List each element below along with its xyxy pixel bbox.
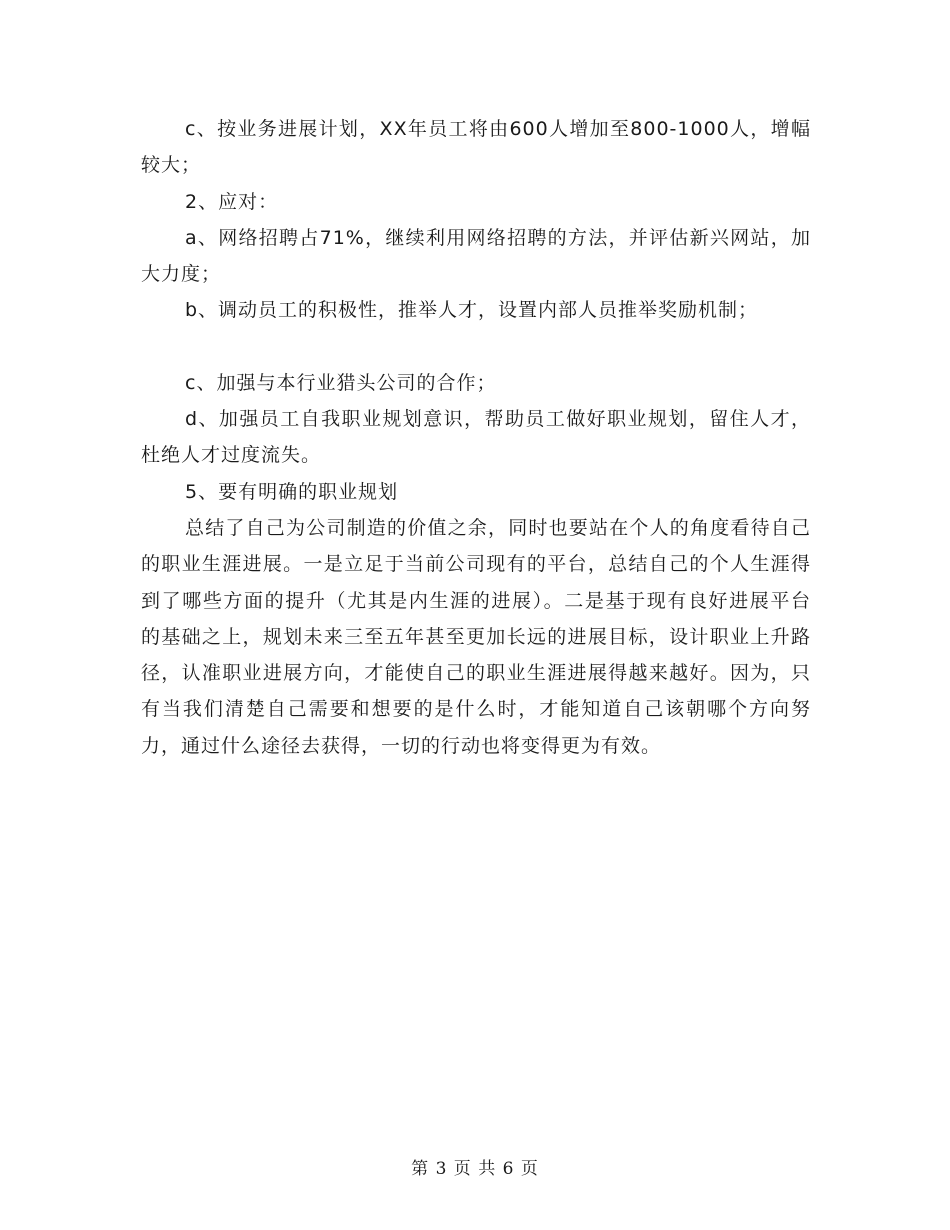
body-text xyxy=(141,111,811,764)
paragraph-headhunter: c、加强与本行业猎头公司的合作； xyxy=(185,371,497,394)
paragraph-career-plan-body: 总结了自己为公司制造的价值之余，同时也要站在个人的角度看待自己的职业生涯进展。一是立足于当前公司现有的平台，总结自己的个人生涯得到了哪些方面的提升（尤其是内生涯的进展）。二是基于现有良好进展平台的基础之上，规划未来三至五年甚至更加长远的进展目标，设计职业上升路径，认准职业进展方向，才能使自己的职业生涯进展得越来越好。因为，只有当我们清楚自己需要和想要的是什么时，才能知道自己该朝哪个方向努力，通过什么途径去获得，一切的行动也将变得更为有效。 xyxy=(141,516,811,757)
paragraph-career-awareness: d、加强员工自我职业规划意识，帮助员工做好职业规划，留住人才，杜绝人才过度流失。 xyxy=(141,408,811,467)
page-footer: 第 3 页 共 6 页 xyxy=(411,1159,539,1179)
paragraph-gap xyxy=(141,329,811,365)
paragraph-online-recruiting: a、网络招聘占71%，继续利用网络招聘的方法，并评估新兴网站，加大力度； xyxy=(141,226,811,286)
section-heading-career-plan: 5、要有明确的职业规划 xyxy=(185,480,399,503)
paragraph-referral: b、调动员工的积极性，推举人才，设置内部人员推举奖励机制； xyxy=(185,299,759,322)
paragraph-response-heading: 2、应对： xyxy=(185,190,279,213)
paragraph-growth-plan: c、按业务进展计划，XX年员工将由600人增加至800-1000人，增幅较大； xyxy=(141,118,811,177)
